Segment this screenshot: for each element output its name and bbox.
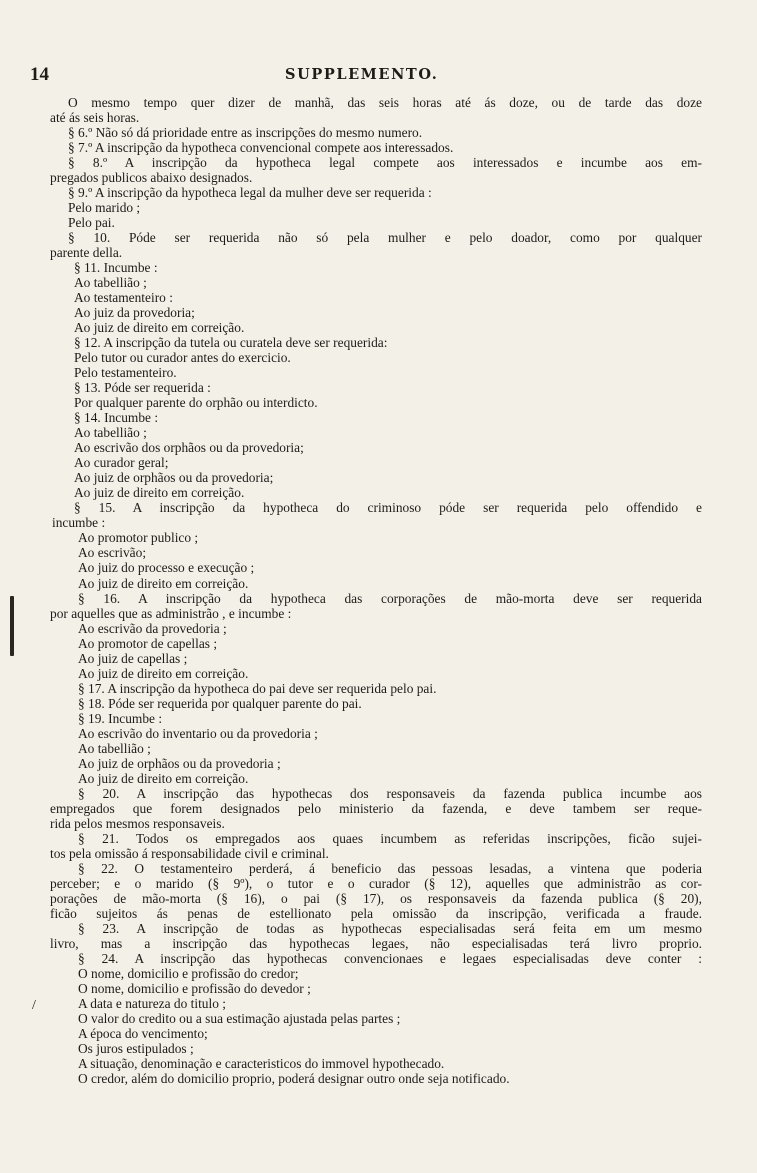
text-line: § 17. A inscripção da hypotheca do pai deve ser requerida pelo pai. xyxy=(78,680,437,696)
text-line: livro, mas a inscripção das hypothecas legaes, não especialisadas terá livro proprio. xyxy=(50,935,702,951)
text-line: § 22. O testamenteiro perderá, á beneficio das pessoas lesadas, a vintena que poderia xyxy=(78,860,702,876)
text-line: ficão sujeitos ás penas de estellionato pela omissão da inscripção, verificada a fraude. xyxy=(50,905,702,921)
text-line: Ao juiz de direito em correição. xyxy=(74,320,245,336)
body-text xyxy=(52,95,702,1086)
text-line: Pelo pai. xyxy=(68,215,115,231)
text-line: Ao escrivão; xyxy=(78,545,147,561)
text-line: tos pela omissão á responsabilidade civil e criminal. xyxy=(50,845,329,861)
text-line: § 6.º Não só dá prioridade entre as inscripções do mesmo numero. xyxy=(68,125,423,141)
text-line: § 11. Incumbe : xyxy=(74,260,158,276)
text-line: A data e natureza do titulo ; xyxy=(78,995,226,1011)
text-line: Ao testamenteiro : xyxy=(74,290,173,306)
text-line: Ao juiz de capellas ; xyxy=(78,650,188,666)
page-header xyxy=(30,64,710,86)
text-line: por aquelles que as administrão , e incumbe : xyxy=(50,605,292,621)
text-line: § 23. A inscripção de todas as hypothecas especialisadas será feita em um mesmo xyxy=(78,920,702,936)
text-line: Ao curador geral; xyxy=(74,455,169,471)
text-line: Ao juiz de direito em correição. xyxy=(78,770,249,786)
text-line: Ao juiz de direito em correição. xyxy=(78,575,249,591)
text-line: § 7.º A inscripção da hypotheca convencional compete aos interessados. xyxy=(68,140,454,156)
text-line: § 21. Todos os empregados aos quaes incumbem as referidas inscripções, ficão sujei- xyxy=(78,830,702,846)
text-line: § 10. Póde ser requerida não só pela mulher e pelo doador, como por qualquer xyxy=(68,230,702,246)
text-line: O valor do credito ou a sua estimação ajustada pelas partes ; xyxy=(78,1010,401,1026)
text-line: Ao juiz de direito em correição. xyxy=(78,665,249,681)
text-line: § 14. Incumbe : xyxy=(74,410,159,426)
text-line: O mesmo tempo quer dizer de manhã, das seis horas até ás doze, ou de tarde das doze xyxy=(68,95,702,110)
text-line: Ao juiz de direito em correição. xyxy=(74,485,245,501)
text-line: Pelo marido ; xyxy=(68,200,141,216)
text-line: § 15. A inscripção da hypotheca do criminoso póde ser requerida pelo offendido e xyxy=(74,500,702,516)
running-head: SUPPLEMENTO. xyxy=(285,66,439,83)
text-line: Ao tabellião ; xyxy=(74,275,147,291)
text-line: porações de mão-morta (§ 16), o pai (§ 17), os responsaveis da fazenda publica (§ 20), xyxy=(50,890,702,906)
text-line: rida pelos mesmos responsaveis. xyxy=(50,815,225,831)
text-line: § 9.º A inscripção da hypotheca legal da mulher deve ser requerida : xyxy=(68,185,432,201)
text-line: Ao juiz do processo e execução ; xyxy=(78,560,255,576)
text-line: Ao tabellião ; xyxy=(74,425,147,441)
text-line: Ao juiz de orphãos ou da provedoria ; xyxy=(78,755,281,771)
text-line: Ao escrivão dos orphãos ou da provedoria; xyxy=(74,440,304,456)
text-line: § 19. Incumbe : xyxy=(78,710,163,726)
text-line: Os juros estipulados ; xyxy=(78,1040,194,1056)
text-line: § 8.º A inscripção da hypotheca legal compete aos interessados e incumbe aos em- xyxy=(68,155,702,171)
text-line: Por qualquer parente do orphão ou interdicto. xyxy=(74,395,318,411)
text-line: § 24. A inscripção das hypothecas convencionaes e legaes especialisadas deve conter : xyxy=(78,950,702,966)
text-line: § 12. A inscripção da tutela ou curatela deve ser requerida: xyxy=(74,335,388,351)
text-line: O nome, domicilio e profissão do credor; xyxy=(78,965,299,981)
text-line: pregados publicos abaixo designados. xyxy=(50,170,253,186)
text-line: § 20. A inscripção das hypothecas dos responsaveis da fazenda publica incumbe aos xyxy=(78,785,702,801)
text-line: A situação, denominação e caracteristicos do immovel hypothecado. xyxy=(78,1056,445,1071)
text-line: empregados que forem designados pelo ministerio da fazenda, e deve tambem ser reque- xyxy=(50,800,702,816)
text-line: Pelo testamenteiro. xyxy=(74,365,177,381)
text-line: Ao promotor publico ; xyxy=(78,530,199,546)
text-line: A época do vencimento; xyxy=(78,1025,208,1041)
text-line: até ás seis horas. xyxy=(50,110,140,126)
text-line: O nome, domicilio e profissão do devedor ; xyxy=(78,980,311,996)
text-line: incumbe : xyxy=(52,515,106,531)
margin-ink-mark xyxy=(10,596,14,656)
text-line: Ao juiz de orphãos ou da provedoria; xyxy=(74,470,274,486)
text-line: Ao promotor de capellas ; xyxy=(78,635,218,651)
text-line: O credor, além do domicilio proprio, poderá designar outro onde seja notificado. xyxy=(78,1071,510,1087)
text-line: Ao tabellião ; xyxy=(78,740,151,756)
text-line: Pelo tutor ou curador antes do exercicio. xyxy=(74,350,291,366)
text-line: § 13. Póde ser requerida : xyxy=(74,380,211,396)
margin-tick-mark: / xyxy=(32,998,36,1013)
page-number: 14 xyxy=(30,64,49,85)
text-line: parente della. xyxy=(50,245,123,261)
text-line: Ao escrivão da provedoria ; xyxy=(78,620,227,636)
text-line: Ao juiz da provedoria; xyxy=(74,305,195,321)
text-line: § 16. A inscripção da hypotheca das corporações de mão-morta deve ser requerida xyxy=(78,590,702,606)
text-line: § 18. Póde ser requerida por qualquer parente do pai. xyxy=(78,695,362,711)
text-line: perceber; e o marido (§ 9º), o tutor e o curador (§ 12), aquelles que administrão as cor- xyxy=(50,875,702,891)
text-line: Ao escrivão do inventario ou da provedoria ; xyxy=(78,725,318,741)
